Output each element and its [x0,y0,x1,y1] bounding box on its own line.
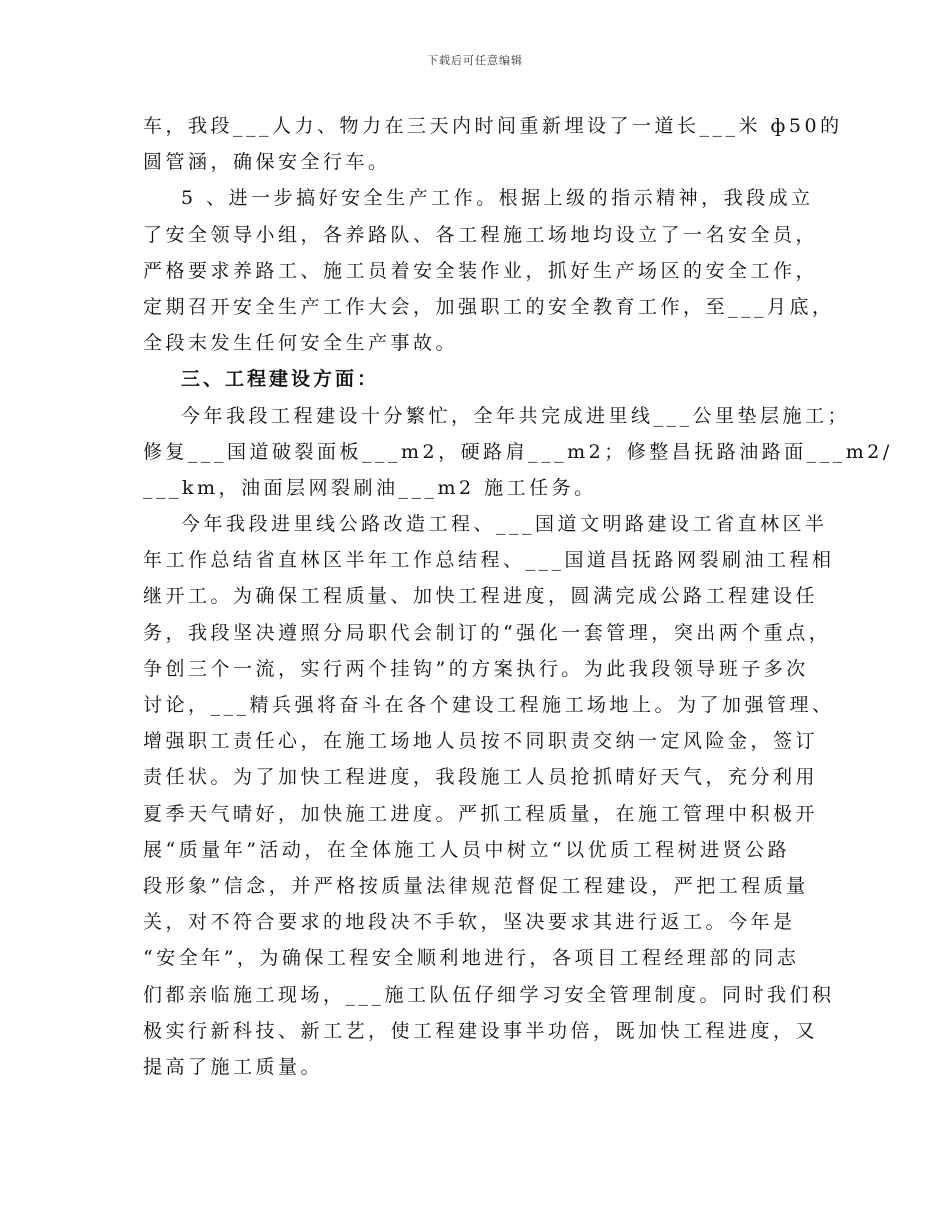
text-line: 继开工。为确保工程质量、加快工程进度，圆满完成公路工程建设任 [143,585,819,608]
text-line: 段形象”信念，并严格按质量法律规范督促工程建设，严把工程质量 [143,874,809,897]
text-line: 提高了施工质量。 [143,1055,324,1078]
section-heading: 三、工程建设方面： [181,368,380,391]
text-line: 圆管涵，确保安全行车。 [143,151,391,174]
text-line: 年工作总结省直林区半年工作总结程、___国道昌抚路网裂刷油工程相 [143,549,835,572]
text-line: 务，我段坚决遵照分局职代会制订的“强化一套管理，突出两个重点， [143,621,832,644]
page-header: 下载后可任意编辑 [427,54,523,67]
text-line: 增强职工责任心，在施工场地人员按不同职责交纳一定风险金，签订 [143,730,819,753]
text-line: 讨论，___精兵强将奋斗在各个建设工程施工场地上。为了加强管理、 [143,694,835,716]
text-line: 关，对不符合要求的地段决不手软，坚决要求其进行返工。今年是 [143,911,796,934]
text-line: 5 、进一步搞好安全生产工作。根据上级的指示精神，我段成立 [181,187,814,210]
text-line: “安全年”，为确保工程安全顺利地进行，各项目工程经理部的同志 [143,947,800,970]
text-line: 修复___国道破裂面板___m2，硬路肩___m2；修整昌抚路油路面___m2/ [143,440,893,463]
text-line: 全段末发生任何安全生产事故。 [143,332,459,355]
text-line: 们都亲临施工现场，___施工队伍仔细学习安全管理制度。同时我们积 [143,983,835,1006]
text-line: 车，我段___人力、物力在三天内时间重新埋设了一道长___米 ф50的 [143,115,843,137]
text-line: 夏季天气晴好，加快施工进度。严抓工程质量，在施工管理中积极开 [143,802,819,825]
text-line: 严格要求养路工、施工员着安全装作业，抓好生产场区的安全工作， [143,259,819,282]
text-line: 展“质量年”活动，在全体施工人员中树立“以优质工程树进贤公路 [143,838,791,861]
text-line: 争创三个一流，实行两个挂钩”的方案执行。为此我段领导班子多次 [143,657,809,680]
text-line: 今年我段进里线公路改造工程、___国道文明路建设工省直林区半 [181,513,828,536]
text-line: 定期召开安全生产工作大会，加强职工的安全教育工作，至___月底， [143,295,835,318]
text-line: ___km，油面层网裂刷油___m2 施工任务。 [143,476,597,499]
document-body [143,108,893,1085]
text-line: 责任状。为了加快工程进度，我段施工人员抢抓晴好天气，充分利用 [143,766,819,789]
text-line: 了安全领导小组，各养路队、各工程施工场地均设立了一名安全员， [143,223,819,246]
text-line: 极实行新科技、新工艺，使工程建设事半功倍，既加快工程进度，又 [143,1019,819,1042]
text-line: 今年我段工程建设十分繁忙，全年共完成进里线___公里垫层施工； [181,404,851,427]
